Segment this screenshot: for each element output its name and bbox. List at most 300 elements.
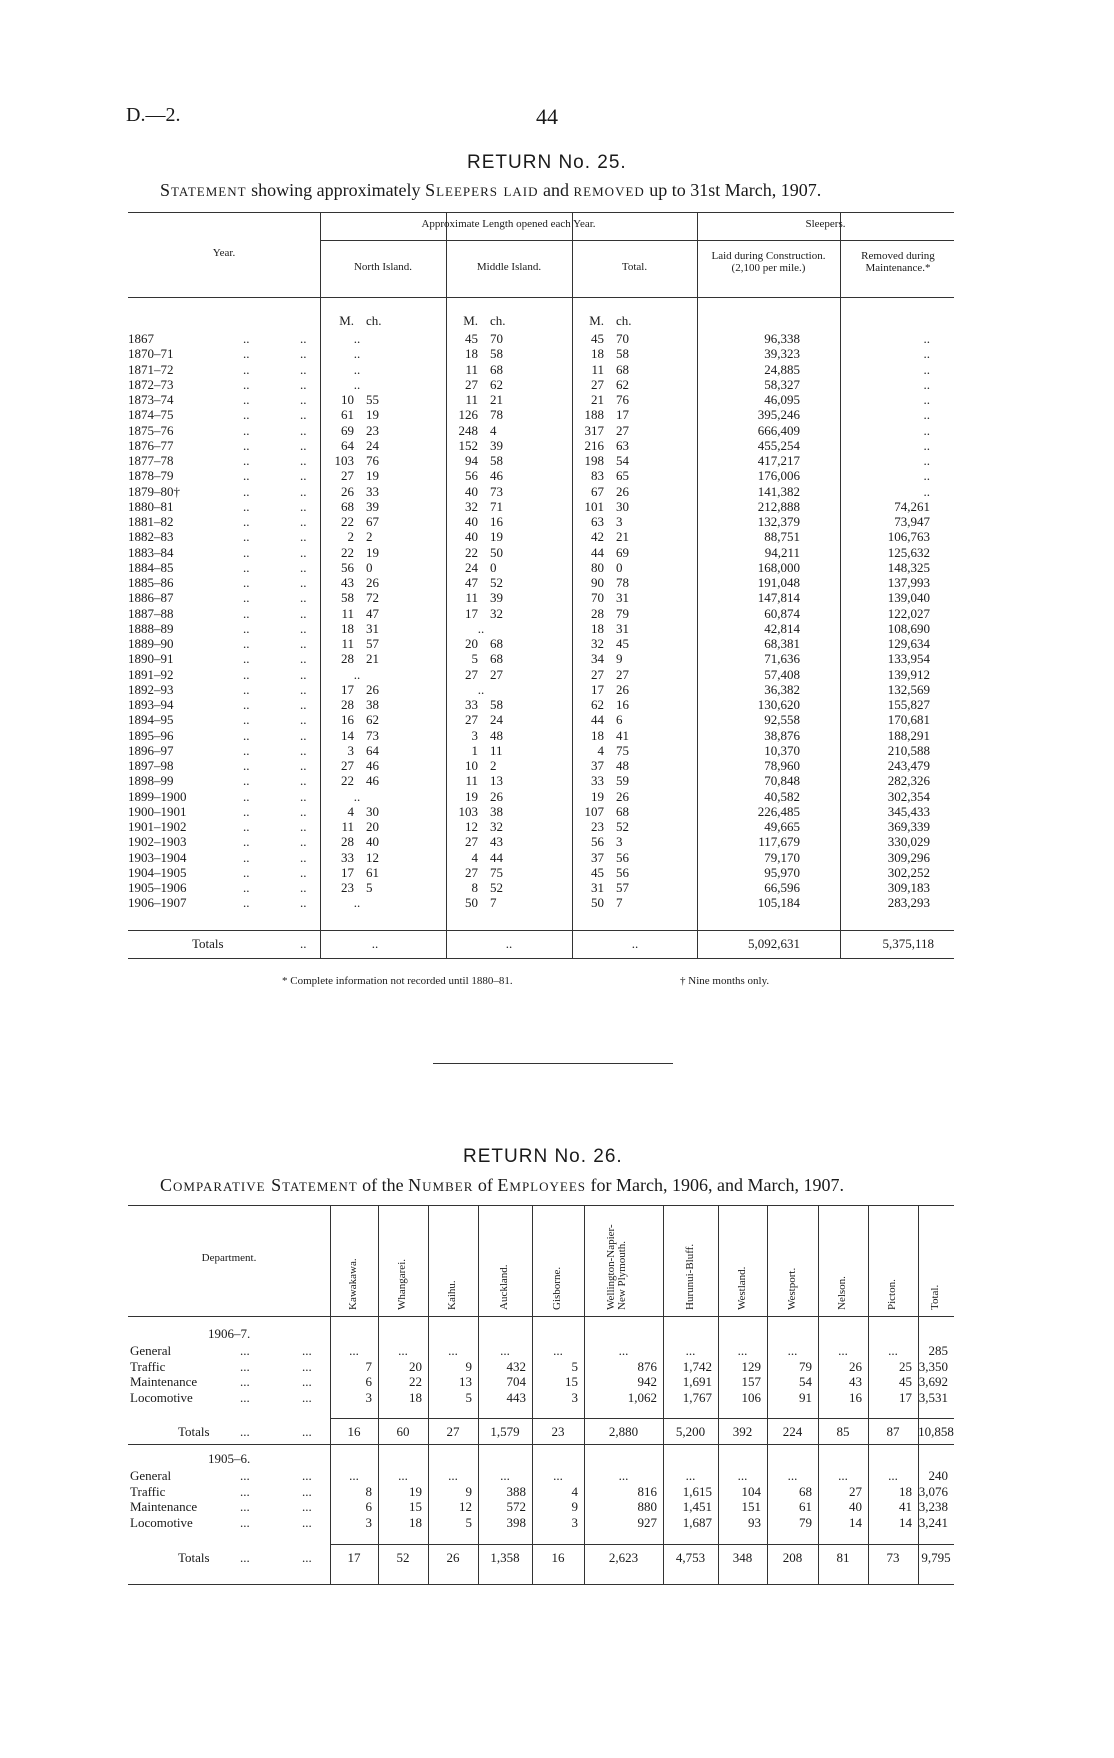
chains-value: 61 bbox=[366, 864, 379, 880]
employee-count: 1,742 bbox=[682, 1359, 712, 1374]
chains-value: 78 bbox=[616, 575, 629, 590]
employee-count: ... bbox=[500, 1468, 510, 1483]
chains-value: 5 bbox=[366, 880, 373, 895]
miles-value: 45 bbox=[591, 331, 604, 346]
total-count: 73 bbox=[886, 1550, 900, 1565]
chains-value: 41 bbox=[616, 727, 629, 743]
year-cell: 1879–80† bbox=[128, 483, 180, 499]
department-label: Traffic bbox=[130, 1359, 166, 1374]
chains-value: 44 bbox=[490, 849, 503, 865]
miles-value: 50 bbox=[591, 895, 604, 911]
leader-dots: ... bbox=[240, 1359, 250, 1374]
employee-count: 3 bbox=[571, 1515, 578, 1530]
chains-value: 64 bbox=[366, 742, 379, 758]
chains-value: 33 bbox=[366, 483, 379, 499]
employee-count: 3,238 bbox=[918, 1499, 948, 1514]
section-divider bbox=[433, 1063, 673, 1064]
year-header: Year. bbox=[212, 247, 236, 259]
leader-dots: .. bbox=[243, 681, 250, 697]
employee-count: 43 bbox=[849, 1374, 862, 1389]
laid-value: 36,382 bbox=[764, 681, 800, 697]
removed-value: 148,325 bbox=[887, 559, 930, 575]
employee-count: 18 bbox=[409, 1515, 422, 1530]
group-totals-rule bbox=[330, 1418, 954, 1419]
year-cell: 1876–77 bbox=[128, 437, 174, 453]
removed-header: Removed during Maintenance.* bbox=[861, 250, 935, 274]
miles-value: 27 bbox=[465, 712, 478, 728]
miles-value: 317 bbox=[584, 422, 604, 438]
removed-value: .. bbox=[923, 376, 930, 392]
chains-value: 20 bbox=[366, 819, 379, 834]
year-cell: 1899–1900 bbox=[128, 788, 187, 804]
leader-dots: ... bbox=[240, 1499, 250, 1514]
leader-dots: .. bbox=[243, 437, 250, 453]
leader-dots: .. bbox=[243, 407, 250, 423]
unit-chains: ch. bbox=[366, 313, 382, 328]
removed-value: .. bbox=[923, 483, 930, 499]
employee-count: 14 bbox=[899, 1515, 912, 1530]
employee-count: 443 bbox=[506, 1390, 526, 1405]
table-top-rule bbox=[128, 1205, 954, 1206]
leader-dots: .. bbox=[300, 936, 307, 951]
page-number: 44 bbox=[536, 104, 558, 129]
employee-count: 151 bbox=[741, 1499, 761, 1514]
year-cell: 1867 bbox=[128, 331, 154, 346]
employee-count: 79 bbox=[799, 1359, 812, 1374]
year-cell: 1901–1902 bbox=[128, 819, 187, 834]
removed-value: 309,183 bbox=[887, 880, 930, 895]
removed-value: .. bbox=[923, 468, 930, 484]
leader-dots: .. bbox=[300, 895, 307, 911]
year-cell: 1877–78 bbox=[128, 453, 174, 468]
chains-value: 57 bbox=[366, 636, 379, 651]
total-count: 52 bbox=[396, 1550, 410, 1565]
leader-dots: .. bbox=[300, 605, 307, 621]
leader-dots: ... bbox=[240, 1550, 250, 1565]
leader-dots: .. bbox=[243, 605, 250, 621]
total-count: 60 bbox=[396, 1424, 410, 1439]
leader-dots: .. bbox=[243, 864, 250, 880]
total-count: 16 bbox=[347, 1424, 361, 1439]
chains-value: 57 bbox=[616, 880, 629, 895]
leader-dots: ... bbox=[240, 1424, 250, 1439]
miles-value: 4 bbox=[471, 849, 478, 865]
leader-dots: .. bbox=[243, 468, 250, 484]
chains-value: 32 bbox=[490, 819, 503, 834]
total-count: 1,579 bbox=[490, 1424, 520, 1439]
empty-dots: .. bbox=[353, 788, 361, 804]
chains-value: 19 bbox=[366, 407, 379, 423]
laid-value: 68,381 bbox=[764, 636, 800, 651]
miles-value: 33 bbox=[341, 849, 354, 865]
employee-count: ... bbox=[398, 1468, 408, 1483]
removed-value: 125,632 bbox=[887, 544, 930, 560]
year-cell: 1870–71 bbox=[128, 346, 174, 362]
chains-value: 70 bbox=[616, 331, 629, 346]
leader-dots: .. bbox=[243, 575, 250, 590]
employee-count: 157 bbox=[741, 1374, 761, 1389]
miles-value: 17 bbox=[465, 605, 478, 621]
laid-value: 40,582 bbox=[764, 788, 800, 804]
laid-value: 212,888 bbox=[757, 498, 800, 514]
total-count: 208 bbox=[782, 1550, 803, 1565]
leader-dots: .. bbox=[243, 514, 250, 529]
miles-value: 47 bbox=[465, 575, 478, 590]
year-group-label: 1905–6. bbox=[208, 1451, 251, 1466]
employee-count: 3,350 bbox=[918, 1359, 948, 1374]
leader-dots: .. bbox=[243, 819, 250, 834]
leader-dots: .. bbox=[300, 529, 307, 545]
totals-removed: 5,375,118 bbox=[882, 936, 934, 951]
leader-dots: .. bbox=[300, 788, 307, 804]
leader-dots: .. bbox=[243, 544, 250, 560]
employee-count: 91 bbox=[799, 1390, 812, 1405]
employee-count: 9 bbox=[465, 1359, 472, 1374]
chains-value: 70 bbox=[490, 331, 503, 346]
miles-value: 40 bbox=[465, 514, 478, 529]
chains-value: 76 bbox=[616, 392, 629, 407]
laid-value: 130,620 bbox=[757, 697, 800, 712]
chains-value: 54 bbox=[616, 453, 629, 468]
chains-value: 63 bbox=[616, 437, 629, 453]
employee-count: ... bbox=[398, 1343, 408, 1358]
chains-value: 26 bbox=[366, 681, 379, 697]
leader-dots: .. bbox=[243, 376, 250, 392]
header-group-rule bbox=[320, 240, 954, 241]
column-header: Hurunui-Bluff. bbox=[683, 1243, 696, 1310]
leader-dots: .. bbox=[243, 773, 250, 789]
year-cell: 1890–91 bbox=[128, 651, 174, 667]
miles-value: 2 bbox=[347, 529, 354, 545]
year-cell: 1889–90 bbox=[128, 636, 174, 651]
employee-count: ... bbox=[838, 1343, 848, 1358]
totals-laid: 5,092,631 bbox=[748, 936, 800, 951]
chains-value: 21 bbox=[366, 651, 379, 667]
total-count: 26 bbox=[446, 1550, 460, 1565]
chains-value: 46 bbox=[366, 758, 379, 773]
miles-value: 27 bbox=[591, 376, 604, 392]
year-cell: 1892–93 bbox=[128, 681, 174, 697]
employee-count: 14 bbox=[849, 1515, 862, 1530]
employee-count: ... bbox=[685, 1343, 696, 1358]
miles-value: 14 bbox=[341, 727, 354, 743]
department-label: General bbox=[130, 1468, 172, 1483]
employee-count: 927 bbox=[637, 1515, 657, 1530]
leader-dots: .. bbox=[300, 346, 307, 362]
empty-dots: .. bbox=[353, 346, 361, 362]
chains-value: 58 bbox=[490, 346, 503, 362]
laid-value: 78,960 bbox=[764, 758, 800, 773]
miles-value: 24 bbox=[465, 559, 478, 575]
employee-count: 129 bbox=[741, 1359, 761, 1374]
leader-dots: .. bbox=[300, 483, 307, 499]
miles-value: 20 bbox=[465, 636, 478, 651]
miles-value: 27 bbox=[465, 376, 478, 392]
column-header: Kawakawa. bbox=[347, 1258, 359, 1310]
laid-value: 24,885 bbox=[764, 361, 800, 377]
total-count: 2,880 bbox=[608, 1424, 639, 1439]
laid-value: 666,409 bbox=[757, 422, 800, 438]
removed-value: 210,588 bbox=[887, 742, 930, 758]
leader-dots: .. bbox=[300, 437, 307, 453]
employee-count: 6 bbox=[365, 1499, 372, 1514]
chains-value: 45 bbox=[616, 636, 629, 651]
miles-value: 44 bbox=[591, 544, 604, 560]
employee-count: 285 bbox=[928, 1343, 948, 1358]
chains-value: 26 bbox=[616, 681, 629, 697]
leader-dots: .. bbox=[243, 880, 250, 895]
removed-value: 122,027 bbox=[887, 605, 930, 621]
leader-dots: .. bbox=[300, 559, 307, 575]
employee-count: 3 bbox=[365, 1390, 372, 1405]
miles-value: 19 bbox=[465, 788, 478, 804]
laid-value: 395,246 bbox=[757, 407, 800, 423]
chains-value: 68 bbox=[490, 636, 503, 651]
totals-middle: .. bbox=[505, 936, 513, 951]
employee-count: 816 bbox=[637, 1484, 657, 1499]
miles-value: 83 bbox=[591, 468, 604, 484]
chains-value: 19 bbox=[366, 468, 379, 484]
chains-value: 6 bbox=[616, 712, 623, 728]
miles-value: 216 bbox=[584, 437, 604, 453]
chains-value: 26 bbox=[366, 575, 379, 590]
leader-dots: .. bbox=[243, 559, 250, 575]
leader-dots: .. bbox=[300, 651, 307, 667]
miles-value: 27 bbox=[465, 666, 478, 682]
year-cell: 1903–1904 bbox=[128, 849, 187, 865]
department-label: Locomotive bbox=[130, 1390, 193, 1405]
leader-dots: .. bbox=[243, 483, 250, 499]
chains-value: 68 bbox=[616, 361, 629, 377]
leader-dots: .. bbox=[300, 803, 307, 819]
return-26-subtitle: Comparative Statement of the Number of Employees for March, 1906, and March, 1907. bbox=[160, 1175, 844, 1195]
laid-value: 132,379 bbox=[757, 514, 800, 529]
total-header: Total. bbox=[621, 261, 648, 273]
leader-dots: ... bbox=[302, 1468, 312, 1483]
leader-dots: .. bbox=[300, 498, 307, 514]
empty-dots: .. bbox=[353, 376, 361, 392]
footnote-star: * Complete information not recorded until 1880–81. bbox=[282, 975, 513, 987]
miles-value: 11 bbox=[341, 819, 354, 834]
leader-dots: .. bbox=[300, 758, 307, 773]
laid-value: 141,382 bbox=[757, 483, 800, 499]
removed-value: 133,954 bbox=[887, 651, 930, 667]
year-cell: 1874–75 bbox=[128, 407, 174, 423]
removed-value: 345,433 bbox=[887, 803, 930, 819]
return-26-title: RETURN No. 26. bbox=[463, 1146, 623, 1167]
laid-value: 49,665 bbox=[764, 819, 800, 834]
miles-value: 28 bbox=[341, 697, 354, 712]
middle-island-header: Middle Island. bbox=[476, 261, 542, 273]
employee-count: 15 bbox=[409, 1499, 422, 1514]
employee-count: 1,691 bbox=[682, 1374, 712, 1389]
leader-dots: .. bbox=[300, 422, 307, 438]
year-cell: 1905–1906 bbox=[128, 880, 187, 895]
employee-count: 40 bbox=[849, 1499, 862, 1514]
year-group-label: 1906–7. bbox=[208, 1326, 251, 1341]
leader-dots: ... bbox=[302, 1343, 312, 1358]
unit-miles: M. bbox=[589, 313, 604, 328]
miles-value: 27 bbox=[341, 468, 354, 484]
employee-count: 19 bbox=[409, 1484, 422, 1499]
laid-value: 66,596 bbox=[764, 880, 800, 895]
return-25-subtitle: Statement showing approximately Sleepers laid and removed up to 31st March, 1907. bbox=[160, 180, 822, 200]
employee-count: 3,241 bbox=[918, 1515, 948, 1530]
leader-dots: .. bbox=[300, 376, 307, 392]
employee-count: ... bbox=[618, 1343, 629, 1358]
column-rule bbox=[840, 212, 841, 958]
miles-value: 27 bbox=[341, 758, 354, 773]
chains-value: 30 bbox=[366, 803, 379, 819]
year-cell: 1871–72 bbox=[128, 361, 174, 377]
chains-value: 31 bbox=[616, 620, 629, 636]
chains-value: 11 bbox=[490, 742, 503, 758]
miles-value: 4 bbox=[347, 803, 354, 819]
employee-count: 5 bbox=[465, 1515, 472, 1530]
chains-value: 7 bbox=[490, 895, 497, 911]
leader-dots: .. bbox=[243, 742, 250, 758]
chains-value: 38 bbox=[366, 697, 379, 712]
employee-count: 4 bbox=[571, 1484, 578, 1499]
total-count: 2,623 bbox=[608, 1550, 639, 1565]
chains-value: 56 bbox=[616, 849, 629, 865]
employee-count: 12 bbox=[459, 1499, 472, 1514]
miles-value: 42 bbox=[591, 529, 604, 545]
leader-dots: .. bbox=[300, 392, 307, 407]
miles-value: 37 bbox=[591, 849, 604, 865]
laid-value: 105,184 bbox=[757, 895, 800, 911]
chains-value: 38 bbox=[490, 803, 503, 819]
employee-count: 1,062 bbox=[627, 1390, 657, 1405]
leader-dots: .. bbox=[300, 636, 307, 651]
miles-value: 248 bbox=[458, 422, 478, 438]
chains-value: 68 bbox=[616, 803, 629, 819]
chains-value: 19 bbox=[366, 544, 379, 560]
employee-count: 9 bbox=[465, 1484, 472, 1499]
year-cell: 1873–74 bbox=[128, 392, 174, 407]
column-header: Total. bbox=[929, 1284, 941, 1310]
group-divider-rule bbox=[128, 1444, 954, 1445]
miles-value: 152 bbox=[458, 437, 478, 453]
removed-value: 139,040 bbox=[887, 590, 930, 606]
removed-value: 330,029 bbox=[887, 834, 930, 850]
employee-count: ... bbox=[553, 1468, 563, 1483]
leader-dots: .. bbox=[300, 864, 307, 880]
leader-dots: .. bbox=[300, 880, 307, 895]
leader-dots: .. bbox=[300, 620, 307, 636]
miles-value: 69 bbox=[341, 422, 354, 438]
chains-value: 48 bbox=[616, 758, 629, 773]
laid-value: 70,848 bbox=[764, 773, 800, 789]
employee-count: 68 bbox=[799, 1484, 812, 1499]
chains-value: 26 bbox=[616, 788, 629, 804]
removed-value: .. bbox=[923, 346, 930, 362]
miles-value: 37 bbox=[591, 758, 604, 773]
miles-value: 18 bbox=[465, 346, 478, 362]
chains-value: 26 bbox=[616, 483, 629, 499]
employee-count: 13 bbox=[459, 1374, 472, 1389]
chains-value: 12 bbox=[366, 849, 379, 865]
department-label: General bbox=[130, 1343, 172, 1358]
year-cell: 1872–73 bbox=[128, 376, 174, 392]
miles-value: 11 bbox=[465, 773, 478, 789]
miles-value: 18 bbox=[591, 346, 604, 362]
total-count: 81 bbox=[836, 1550, 850, 1565]
miles-value: 21 bbox=[591, 392, 604, 407]
employee-count: 3 bbox=[365, 1515, 372, 1530]
employee-count: 572 bbox=[506, 1499, 526, 1514]
leader-dots: ... bbox=[302, 1374, 312, 1389]
employee-count: ... bbox=[737, 1468, 748, 1483]
chains-value: 39 bbox=[366, 498, 379, 514]
employee-count: 104 bbox=[741, 1484, 761, 1499]
miles-value: 56 bbox=[341, 559, 354, 575]
leader-dots: .. bbox=[243, 422, 250, 438]
leader-dots: .. bbox=[300, 468, 307, 484]
chains-value: 3 bbox=[616, 834, 623, 850]
table-top-rule bbox=[128, 212, 954, 213]
total-count: 17 bbox=[347, 1550, 361, 1565]
year-cell: 1896–97 bbox=[128, 742, 174, 758]
laid-value: 95,970 bbox=[764, 864, 800, 880]
laid-value: 10,370 bbox=[764, 742, 800, 758]
chains-value: 52 bbox=[490, 880, 503, 895]
header-bottom-rule bbox=[128, 297, 954, 298]
employee-count: 240 bbox=[928, 1468, 948, 1483]
year-cell: 1880–81 bbox=[128, 498, 174, 514]
employee-count: 61 bbox=[799, 1499, 812, 1514]
miles-value: 11 bbox=[341, 605, 354, 621]
chains-value: 0 bbox=[616, 559, 623, 575]
miles-value: 18 bbox=[591, 727, 604, 743]
employee-count: ... bbox=[448, 1468, 458, 1483]
year-cell: 1882–83 bbox=[128, 529, 174, 545]
column-header: Gisborne. bbox=[551, 1266, 563, 1310]
chains-value: 24 bbox=[490, 712, 503, 728]
leader-dots: ... bbox=[240, 1374, 250, 1389]
leader-dots: .. bbox=[243, 453, 250, 468]
removed-value: .. bbox=[923, 361, 930, 377]
department-label: Maintenance bbox=[130, 1374, 198, 1389]
column-rule bbox=[697, 212, 698, 958]
leader-dots: ... bbox=[302, 1390, 312, 1405]
header-bottom-rule bbox=[128, 1316, 954, 1317]
chains-value: 55 bbox=[366, 392, 379, 407]
miles-value: 107 bbox=[584, 803, 604, 819]
miles-value: 68 bbox=[341, 498, 354, 514]
chains-value: 46 bbox=[490, 468, 503, 484]
chains-value: 65 bbox=[616, 468, 629, 484]
chains-value: 76 bbox=[366, 453, 379, 468]
year-cell: 1881–82 bbox=[128, 514, 174, 529]
total-count: 224 bbox=[782, 1424, 803, 1439]
department-label: Maintenance bbox=[130, 1499, 198, 1514]
leader-dots: ... bbox=[302, 1424, 312, 1439]
total-count: 392 bbox=[732, 1424, 753, 1439]
total-count: 5,200 bbox=[675, 1424, 706, 1439]
total-count: 348 bbox=[732, 1550, 753, 1565]
employee-count: 1,451 bbox=[682, 1499, 712, 1514]
miles-value: 11 bbox=[341, 636, 354, 651]
year-cell: 1887–88 bbox=[128, 605, 174, 621]
employee-count: 942 bbox=[637, 1374, 657, 1389]
miles-value: 27 bbox=[465, 834, 478, 850]
miles-value: 18 bbox=[591, 620, 604, 636]
chains-value: 27 bbox=[490, 666, 503, 682]
miles-value: 19 bbox=[591, 788, 604, 804]
leader-dots: .. bbox=[300, 590, 307, 606]
employee-count: 22 bbox=[409, 1374, 422, 1389]
